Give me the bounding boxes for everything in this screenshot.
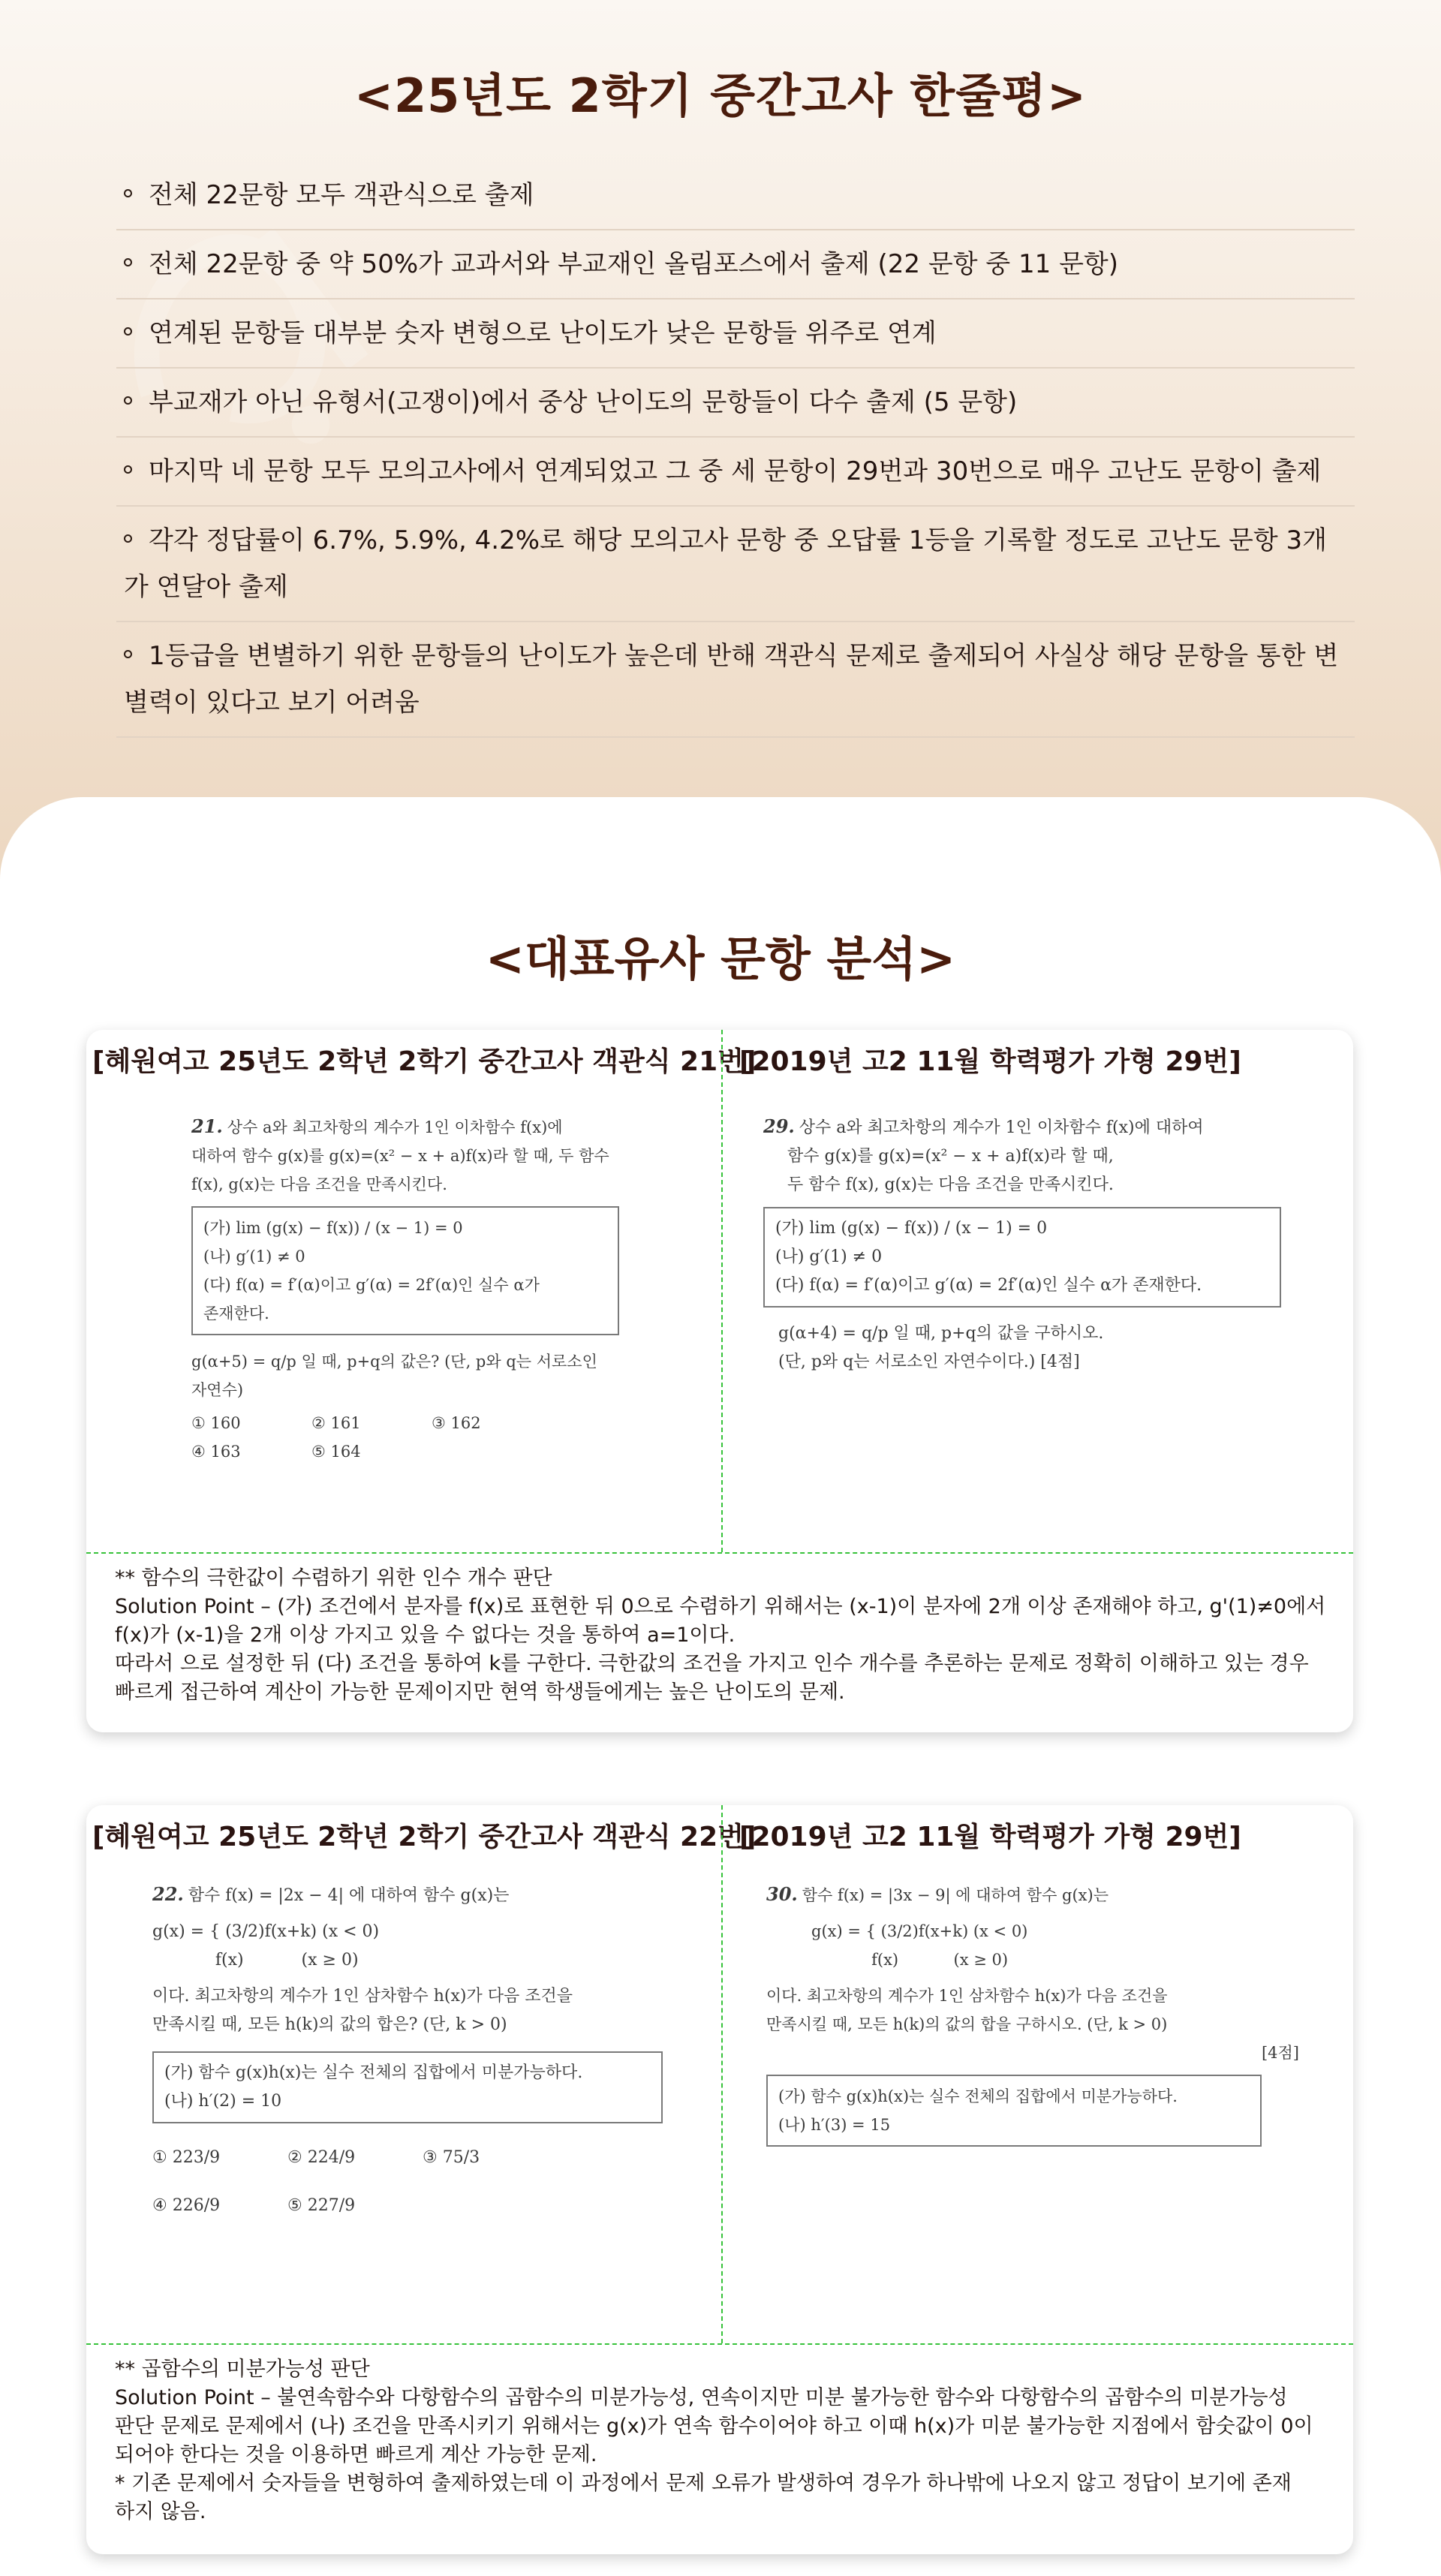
row-divider xyxy=(86,1552,1353,1554)
row-divider xyxy=(86,2343,1353,2345)
bullet-icon xyxy=(124,189,132,197)
summary-item: 부교재가 아닌 유형서(고쟁이)에서 중상 난이도의 문항들이 다수 출제 (5 문항) xyxy=(116,369,1355,438)
card2-left-problem: 22. 함수 f(x) = |2x − 4| 에 대하여 함수 g(x)는 g(x) = { (3/2)f(x+k) (x < 0) f(x) (x ≥ 0) 이다. 최고차항의 계수가 1인 삼차함수 h(x)가 다음 조건을 만족시킬 때, 모든 h(k)의 값의 합은? (단, k > 0) (가) 함수 g(x)h(x)는 실수 전체의 집합에서 미분가능하다. (나) h′(2) = 10 ① 223/9 ② 224/9 ③ 75/3 ④ 226/9 ⑤ 227/9 xyxy=(152,1880,708,2230)
card1-analysis: ** 함수의 극한값이 수렴하기 위한 인수 개수 판단 Solution Point – (가) 조건에서 분자를 f(x)로 표현한 뒤 0으로 수렴하기 위해서는 (x-1)이 분자에 2개 이상 존재해야 하고, g'(1)≠0에서 f(x)가 (x-1)을 2개 이상 가지고 있을 수 없다는 것을 통하여 a=1이다. 따라서 으로 설정한 뒤 (다) 조건을 통하여 k를 구한다. 극한값의 조건을 가지고 인수 개수를 추론하는 문제로 정확히 이해하고 있는 경우 빠르게 접근하여 계산이 가능한 문제이지만 현역 학생들에게는 높은 난이도의 문제. xyxy=(115,1566,1326,1704)
condition-box: (가) lim (g(x) − f(x)) / (x − 1) = 0 (나) g′(1) ≠ 0 (다) f(α) = f′(α)이고 g′(α) = 2f′(α)인 실수 α가 존재한다. xyxy=(191,1206,619,1335)
card1-right-problem: 29. 상수 a와 최고차항의 계수가 1인 이차함수 f(x)에 대하여 함수 g(x)를 g(x)=(x² − x + a)f(x)라 할 때, 두 함수 f(x), g(x)는 다음 조건을 만족시킨다. (가) lim (g(x) − f(x)) / (x − 1) = 0 (나) g′(1) ≠ 0 (다) f(α) = f′(α)이고 g′(α) = 2f′(α)인 실수 α가 존재한다. g(α+4) = q/p 일 때, p+q의 값을 구하시오. (단, p와 q는 서로소인 자연수이다.) [4점] xyxy=(763,1112,1334,1377)
bullet-icon xyxy=(124,534,132,543)
card1-right-title: [2019년 고2 11월 학력평가 가형 29번] xyxy=(739,1046,1241,1077)
condition-box: (가) lim (g(x) − f(x)) / (x − 1) = 0 (나) g′(1) ≠ 0 (다) f(α) = f′(α)이고 g′(α) = 2f′(α)인 실수 α가 존재한다. xyxy=(763,1207,1281,1308)
card2-analysis: ** 곱함수의 미분가능성 판단 Solution Point – 불연속함수와 다항함수의 곱함수의 미분가능성, 연속이지만 미분 불가능한 함수와 다항함수의 곱함수의 미분가능성 판단 문제로 문제에서 (나) 조건을 만족시키기 위해서는 g(x)가 연속 함수이어야 하고 이때 h(x)가 미분 불가능한 지점에서 함숫값이 0이 되어야 한다는 것을 이용하면 빠르게 계산 가능한 문제. * 기존 문제에서 숫자들을 변형하여 출제하였는데 이 과정에서 문제 오류가 발생하여 경우가 하나밖에 나오지 않고 정답이 보기에 존재 하지 않음. xyxy=(115,2358,1313,2523)
bullet-icon xyxy=(124,650,132,658)
card2-right-problem: 30. 함수 f(x) = |3x − 9| 에 대하여 함수 g(x)는 g(x) = { (3/2)f(x+k) (x < 0) f(x) (x ≥ 0) 이다. 최고차항의 계수가 1인 삼차함수 h(x)가 다음 조건을 만족시킬 때, 모든 h(k)의 값의 합을 구하시오. (단, k > 0) [4점] (가) 함수 g(x)h(x)는 실수 전체의 집합에서 미분가능하다. (나) h′(3) = 15 xyxy=(766,1880,1329,2154)
card2-right-title: [2019년 고2 11월 학력평가 가형 29번] xyxy=(739,1822,1241,1852)
summary-item: 전체 22문항 모두 객관식으로 출제 xyxy=(116,161,1355,230)
summary-item: 연계된 문항들 대부분 숫자 변형으로 난이도가 낮은 문항들 위주로 연계 xyxy=(116,299,1355,369)
condition-box: (가) 함수 g(x)h(x)는 실수 전체의 집합에서 미분가능하다. (나) h′(3) = 15 xyxy=(766,2075,1262,2147)
bullet-icon xyxy=(124,465,132,474)
comparison-card-1 xyxy=(86,1030,1353,1732)
answer-choices: ① 223/9 ② 224/9 ③ 75/3 ④ 226/9 ⑤ 227/9 xyxy=(152,2148,480,2215)
summary-list xyxy=(116,161,1355,738)
analysis-title: <대표유사 문항 분석> xyxy=(485,931,956,986)
comparison-card-2 xyxy=(86,1805,1353,2554)
summary-item: 1등급을 변별하기 위한 문항들의 난이도가 높은데 반해 객관식 문제로 출제되어 사실상 해당 문항을 통한 변별력이 있다고 보기 어려움 xyxy=(116,622,1355,738)
summary-item: 마지막 네 문항 모두 모의고사에서 연계되었고 그 중 세 문항이 29번과 30번으로 매우 고난도 문항이 출제 xyxy=(116,438,1355,507)
summary-item: 각각 정답률이 6.7%, 5.9%, 4.2%로 해당 모의고사 문항 중 오답률 1등을 기록할 정도로 고난도 문항 3개가 연달아 출제 xyxy=(116,507,1355,622)
column-divider xyxy=(721,1805,723,2343)
answer-choices: ① 160 ② 161 ③ 162 ④ 163 ⑤ 164 xyxy=(191,1414,481,1461)
summary-item: 전체 22문항 중 약 50%가 교과서와 부교재인 올림포스에서 출제 (22 문항 중 11 문항) xyxy=(116,230,1355,299)
condition-box: (가) 함수 g(x)h(x)는 실수 전체의 집합에서 미분가능하다. (나) h′(2) = 10 xyxy=(152,2051,663,2123)
card1-left-problem: 21. 상수 a와 최고차항의 계수가 1인 이차함수 f(x)에 대하여 함수 g(x)를 g(x)=(x² − x + a)f(x)라 할 때, 두 함수 f(x), g(x)는 다음 조건을 만족시킨다. (가) lim (g(x) − f(x)) / (x − 1) = 0 (나) g′(1) ≠ 0 (다) f(α) = f′(α)이고 g′(α) = 2f′(α)인 실수 α가 존재한다. g(α+5) = q/p 일 때, p+q의 값은? (단, p와 q는 서로소인 자연수) ① 160 ② 161 ③ 162 ④ 163 ⑤ 164 xyxy=(191,1112,687,1466)
card1-left-title: [혜원여고 25년도 2학년 2학기 중간고사 객관식 21번] xyxy=(92,1046,757,1077)
card2-left-title: [혜원여고 25년도 2학년 2학기 중간고사 객관식 22번] xyxy=(92,1822,757,1852)
bullet-icon xyxy=(124,396,132,405)
summary-title: <25년도 2학기 중간고사 한줄평> xyxy=(354,68,1087,123)
bullet-icon xyxy=(124,327,132,336)
column-divider xyxy=(721,1030,723,1552)
bullet-icon xyxy=(124,258,132,266)
summary-section xyxy=(0,0,1441,886)
